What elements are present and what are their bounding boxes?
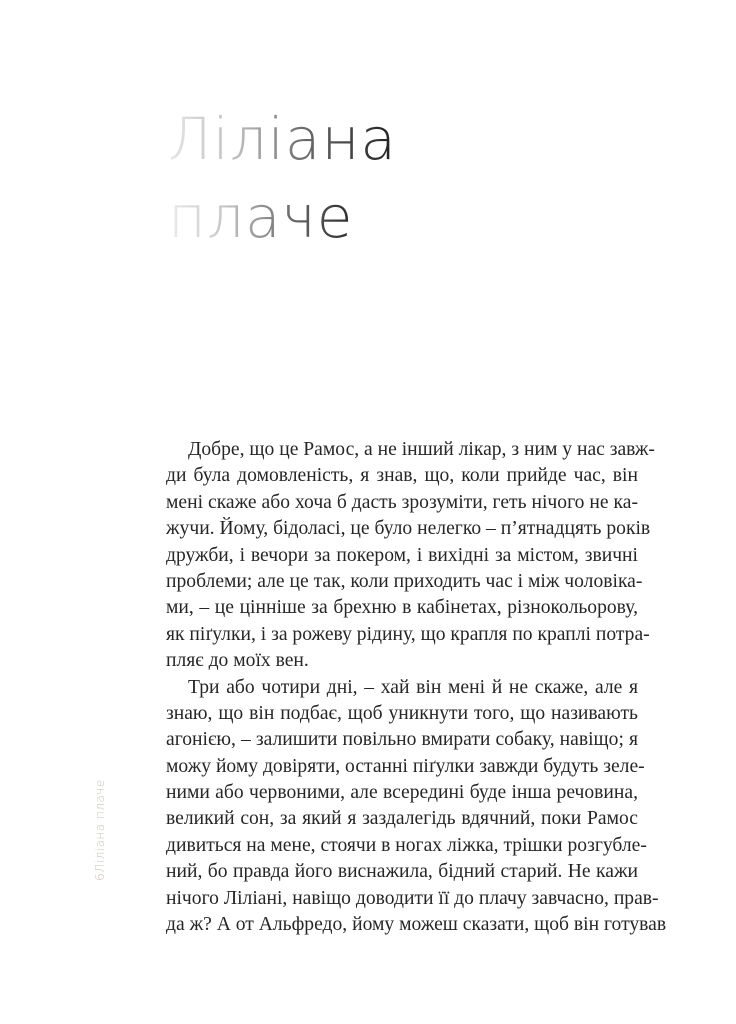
text-line: да ж? А от Альфредо, йому можеш сказати, щоб він готував <box>166 914 667 936</box>
text-line: пляє до моїх вен. <box>166 650 309 672</box>
text-line: можу йому довіряти, останні піґулки завжди будуть зеле- <box>166 755 645 777</box>
text-line: мені скаже або хоча б дасть зрозуміти, геть нічого не ка- <box>166 491 638 513</box>
text-line: знаю, що він подбає, щоб уникнути того, що називають <box>166 702 638 724</box>
text-line: ний, бо правда його виснажила, бідний старий. Не кажи <box>166 861 638 883</box>
text-line: як піґулки, і за рожеву рідину, що крапля по краплі потра- <box>166 623 650 645</box>
text-line: ди була домовленість, я знав, що, коли прийде час, він <box>166 465 638 487</box>
paragraph-2 <box>166 675 667 939</box>
text-line: проблеми; але це так, коли приходить час і між чоловіка- <box>166 570 643 592</box>
chapter-title <box>168 100 468 256</box>
text-line: жучи. Йому, бідоласі, це було нелегко – п’ятнадцять років <box>166 518 651 540</box>
text-line: дивиться на мене, стоячи в ногах ліжка, трішки розгубле- <box>166 834 647 856</box>
chapter-title-line-1: Ліліана <box>168 100 397 178</box>
text-line: ними або червоними, але всередині буде інша речовина, <box>166 782 638 804</box>
text-line: агонією, – залишити повільно вмирати собаку, навіщо; я <box>166 729 638 751</box>
chapter-body <box>166 437 667 938</box>
paragraph-1 <box>166 437 655 675</box>
text-line: Три або чотири дні, – хай він мені й не скаже, але я <box>188 676 638 698</box>
text-line: нічого Ліліані, навіщо доводити її до плачу завчасно, прав- <box>166 887 659 909</box>
page-number: 6 <box>93 873 107 881</box>
text-line: великий сон, за який я заздалегідь вдячний, поки Рамос <box>166 808 638 830</box>
text-line: ми, – це цінніше за брехню в кабінетах, різнокольорову, <box>166 597 638 619</box>
running-head: Ліліана плаче <box>93 779 107 873</box>
chapter-title-line-2: плаче <box>168 178 354 256</box>
text-line: Добре, що це Рамос, а не інший лікар, з ним у нас завж- <box>188 439 655 460</box>
text-line: дружби, і вечори за покером, і вихідні за містом, звичні <box>166 544 638 566</box>
